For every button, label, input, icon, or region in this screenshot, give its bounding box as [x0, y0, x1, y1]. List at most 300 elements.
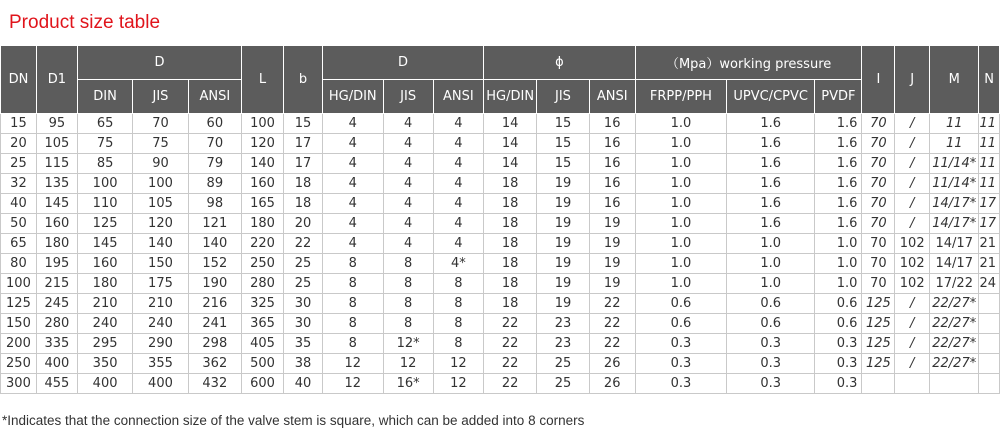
cell-wp-frpp: 0.6 — [635, 294, 726, 314]
header-bolt-jis: JIS — [383, 80, 433, 114]
cell-d-ansi: 432 — [188, 374, 241, 394]
header-phi-ansi: ANSI — [589, 80, 635, 114]
cell-i: 70 — [862, 174, 895, 194]
header-i: I — [862, 46, 895, 114]
cell-l: 325 — [241, 294, 283, 314]
cell-m: 11 — [930, 114, 979, 134]
cell-b: 17 — [284, 134, 323, 154]
header-bolt-ansi: ANSI — [433, 80, 483, 114]
header-b: b — [284, 46, 323, 114]
cell-phi-ansi: 16 — [589, 154, 635, 174]
header-m: M — [930, 46, 979, 114]
cell-m: 22/27* — [930, 354, 979, 374]
cell-i: 70 — [862, 214, 895, 234]
cell-wp-frpp: 0.3 — [635, 334, 726, 354]
cell-bolt-jis: 8 — [383, 314, 433, 334]
cell-dn: 100 — [1, 274, 37, 294]
cell-phi-ansi: 19 — [589, 234, 635, 254]
cell-d-din: 180 — [77, 274, 132, 294]
cell-l: 180 — [241, 214, 283, 234]
cell-d-din: 75 — [77, 134, 132, 154]
cell-b: 22 — [284, 234, 323, 254]
cell-d-ansi: 152 — [188, 254, 241, 274]
table-row — [1, 214, 1000, 234]
cell-j: / — [895, 154, 930, 174]
header-d-ansi: ANSI — [188, 80, 241, 114]
cell-d1: 280 — [36, 314, 77, 334]
cell-j: / — [895, 194, 930, 214]
cell-phi-hgdin: 14 — [484, 154, 537, 174]
cell-i: 125 — [862, 314, 895, 334]
cell-l: 405 — [241, 334, 283, 354]
cell-phi-ansi: 26 — [589, 354, 635, 374]
cell-l: 500 — [241, 354, 283, 374]
cell-l: 600 — [241, 374, 283, 394]
cell-d-din: 295 — [77, 334, 132, 354]
header-d-jis: JIS — [133, 80, 188, 114]
cell-wp-pvdf: 0.6 — [815, 314, 862, 334]
header-n: N — [979, 46, 1000, 114]
cell-d-ansi: 298 — [188, 334, 241, 354]
cell-phi-jis: 25 — [537, 374, 589, 394]
cell-bolt-ansi: 8 — [433, 334, 483, 354]
cell-n: 17 — [979, 194, 1000, 214]
cell-wp-frpp: 1.0 — [635, 154, 726, 174]
cell-dn: 20 — [1, 134, 37, 154]
cell-d-din: 85 — [77, 154, 132, 174]
cell-bolt-jis: 4 — [383, 194, 433, 214]
cell-b: 38 — [284, 354, 323, 374]
cell-dn: 32 — [1, 174, 37, 194]
cell-b: 15 — [284, 114, 323, 134]
cell-m: 17/22 — [930, 274, 979, 294]
cell-d-jis: 240 — [133, 314, 188, 334]
header-d-group: D — [77, 46, 241, 80]
cell-d-jis: 355 — [133, 354, 188, 374]
table-row — [1, 294, 1000, 314]
cell-j: / — [895, 174, 930, 194]
cell-wp-upvc: 1.6 — [727, 134, 815, 154]
cell-bolt-jis: 16* — [383, 374, 433, 394]
cell-i: 70 — [862, 154, 895, 174]
cell-phi-ansi: 19 — [589, 214, 635, 234]
cell-n — [979, 314, 1000, 334]
cell-b: 25 — [284, 274, 323, 294]
header-wp-pvdf: PVDF — [815, 80, 862, 114]
cell-b: 20 — [284, 214, 323, 234]
cell-bolt-jis: 4 — [383, 154, 433, 174]
cell-d-ansi: 121 — [188, 214, 241, 234]
header-l: L — [241, 46, 283, 114]
cell-d-jis: 400 — [133, 374, 188, 394]
cell-dn: 80 — [1, 254, 37, 274]
cell-n: 17 — [979, 214, 1000, 234]
cell-bolt-hgdin: 4 — [323, 154, 384, 174]
cell-i: 70 — [862, 254, 895, 274]
cell-i: 70 — [862, 194, 895, 214]
cell-bolt-hgdin: 4 — [323, 174, 384, 194]
cell-phi-hgdin: 18 — [484, 234, 537, 254]
header-phi-hgdin: HG/DIN — [484, 80, 537, 114]
cell-l: 160 — [241, 174, 283, 194]
table-body — [1, 114, 1000, 394]
cell-b: 40 — [284, 374, 323, 394]
table-row — [1, 314, 1000, 334]
cell-l: 140 — [241, 154, 283, 174]
cell-n: 11 — [979, 114, 1000, 134]
cell-bolt-hgdin: 8 — [323, 334, 384, 354]
cell-wp-upvc: 0.3 — [727, 354, 815, 374]
cell-l: 365 — [241, 314, 283, 334]
cell-phi-jis: 19 — [537, 294, 589, 314]
cell-wp-pvdf: 0.3 — [815, 354, 862, 374]
cell-wp-pvdf: 1.0 — [815, 234, 862, 254]
cell-j: / — [895, 314, 930, 334]
cell-d-din: 65 — [77, 114, 132, 134]
cell-d-ansi: 140 — [188, 234, 241, 254]
cell-d1: 95 — [36, 114, 77, 134]
cell-d-din: 240 — [77, 314, 132, 334]
cell-j: / — [895, 214, 930, 234]
cell-phi-hgdin: 18 — [484, 194, 537, 214]
cell-n: 24 — [979, 274, 1000, 294]
cell-phi-jis: 19 — [537, 274, 589, 294]
cell-phi-hgdin: 14 — [484, 134, 537, 154]
cell-b: 25 — [284, 254, 323, 274]
cell-b: 35 — [284, 334, 323, 354]
cell-bolt-ansi: 4* — [433, 254, 483, 274]
cell-phi-jis: 25 — [537, 354, 589, 374]
cell-m: 22/27* — [930, 334, 979, 354]
cell-phi-hgdin: 22 — [484, 374, 537, 394]
cell-wp-pvdf: 1.6 — [815, 134, 862, 154]
cell-i — [862, 374, 895, 394]
cell-phi-jis: 19 — [537, 254, 589, 274]
cell-m: 14/17 — [930, 234, 979, 254]
cell-phi-hgdin: 22 — [484, 354, 537, 374]
cell-b: 18 — [284, 194, 323, 214]
cell-j: 102 — [895, 254, 930, 274]
cell-bolt-ansi: 4 — [433, 194, 483, 214]
cell-bolt-hgdin: 4 — [323, 114, 384, 134]
cell-phi-jis: 19 — [537, 194, 589, 214]
cell-bolt-ansi: 4 — [433, 234, 483, 254]
cell-wp-frpp: 0.6 — [635, 314, 726, 334]
cell-i: 70 — [862, 274, 895, 294]
cell-d-jis: 90 — [133, 154, 188, 174]
cell-bolt-ansi: 8 — [433, 274, 483, 294]
cell-wp-upvc: 1.6 — [727, 174, 815, 194]
cell-phi-ansi: 22 — [589, 334, 635, 354]
cell-m: 14/17 — [930, 254, 979, 274]
cell-d-din: 125 — [77, 214, 132, 234]
cell-l: 250 — [241, 254, 283, 274]
table-row — [1, 274, 1000, 294]
cell-j: 102 — [895, 234, 930, 254]
cell-d-din: 210 — [77, 294, 132, 314]
cell-wp-pvdf: 0.3 — [815, 334, 862, 354]
cell-wp-pvdf: 0.6 — [815, 294, 862, 314]
cell-bolt-hgdin: 4 — [323, 194, 384, 214]
header-phi-jis: JIS — [537, 80, 589, 114]
cell-wp-frpp: 0.3 — [635, 354, 726, 374]
cell-m: 22/27* — [930, 314, 979, 334]
cell-dn: 300 — [1, 374, 37, 394]
cell-i: 125 — [862, 354, 895, 374]
cell-n: 21 — [979, 254, 1000, 274]
cell-d-ansi: 79 — [188, 154, 241, 174]
cell-i: 125 — [862, 294, 895, 314]
table-row — [1, 154, 1000, 174]
cell-dn: 125 — [1, 294, 37, 314]
cell-wp-upvc: 0.6 — [727, 294, 815, 314]
cell-wp-pvdf: 1.6 — [815, 114, 862, 134]
cell-d1: 455 — [36, 374, 77, 394]
cell-bolt-hgdin: 12 — [323, 374, 384, 394]
cell-wp-frpp: 1.0 — [635, 174, 726, 194]
cell-wp-frpp: 1.0 — [635, 194, 726, 214]
cell-n — [979, 354, 1000, 374]
cell-n: 21 — [979, 234, 1000, 254]
cell-bolt-jis: 8 — [383, 274, 433, 294]
cell-j: / — [895, 354, 930, 374]
cell-bolt-hgdin: 8 — [323, 254, 384, 274]
cell-phi-ansi: 16 — [589, 174, 635, 194]
header-d1: D1 — [36, 46, 77, 114]
cell-phi-hgdin: 18 — [484, 214, 537, 234]
cell-bolt-jis: 4 — [383, 114, 433, 134]
cell-l: 280 — [241, 274, 283, 294]
cell-bolt-hgdin: 12 — [323, 354, 384, 374]
cell-wp-pvdf: 1.0 — [815, 274, 862, 294]
cell-bolt-hgdin: 4 — [323, 234, 384, 254]
cell-d1: 400 — [36, 354, 77, 374]
cell-d1: 215 — [36, 274, 77, 294]
cell-phi-jis: 19 — [537, 234, 589, 254]
header-bolt-count-group: D — [323, 46, 484, 80]
cell-d-ansi: 60 — [188, 114, 241, 134]
cell-dn: 65 — [1, 234, 37, 254]
cell-j: 102 — [895, 274, 930, 294]
cell-n: 11 — [979, 134, 1000, 154]
cell-wp-upvc: 1.6 — [727, 194, 815, 214]
header-phi-group: ϕ — [484, 46, 636, 80]
cell-bolt-jis: 4 — [383, 174, 433, 194]
cell-d-jis: 75 — [133, 134, 188, 154]
cell-wp-frpp: 1.0 — [635, 214, 726, 234]
cell-l: 120 — [241, 134, 283, 154]
cell-phi-ansi: 16 — [589, 194, 635, 214]
cell-phi-ansi: 19 — [589, 274, 635, 294]
cell-d1: 105 — [36, 134, 77, 154]
cell-phi-ansi: 22 — [589, 314, 635, 334]
cell-wp-frpp: 1.0 — [635, 114, 726, 134]
cell-b: 18 — [284, 174, 323, 194]
cell-phi-jis: 19 — [537, 174, 589, 194]
cell-dn: 150 — [1, 314, 37, 334]
cell-b: 17 — [284, 154, 323, 174]
cell-bolt-ansi: 4 — [433, 214, 483, 234]
cell-m: 11 — [930, 134, 979, 154]
cell-dn: 25 — [1, 154, 37, 174]
cell-dn: 200 — [1, 334, 37, 354]
cell-bolt-jis: 4 — [383, 214, 433, 234]
cell-m: 11/14* — [930, 154, 979, 174]
cell-phi-ansi: 26 — [589, 374, 635, 394]
cell-i: 125 — [862, 334, 895, 354]
cell-dn: 40 — [1, 194, 37, 214]
header-wp-upvc: UPVC/CPVC — [727, 80, 815, 114]
cell-bolt-ansi: 4 — [433, 114, 483, 134]
cell-d-jis: 105 — [133, 194, 188, 214]
header-working-pressure-group: （Mpa）working pressure — [635, 46, 862, 80]
cell-d1: 180 — [36, 234, 77, 254]
cell-wp-upvc: 0.6 — [727, 314, 815, 334]
cell-phi-jis: 23 — [537, 314, 589, 334]
cell-d1: 195 — [36, 254, 77, 274]
cell-phi-ansi: 22 — [589, 294, 635, 314]
header-d-din: DIN — [77, 80, 132, 114]
cell-n — [979, 334, 1000, 354]
header-j: J — [895, 46, 930, 114]
cell-bolt-hgdin: 8 — [323, 294, 384, 314]
cell-bolt-jis: 12 — [383, 354, 433, 374]
cell-bolt-jis: 8 — [383, 294, 433, 314]
cell-i: 70 — [862, 114, 895, 134]
cell-phi-ansi: 16 — [589, 134, 635, 154]
table-row — [1, 234, 1000, 254]
table-row — [1, 254, 1000, 274]
cell-j: / — [895, 114, 930, 134]
cell-d1: 160 — [36, 214, 77, 234]
cell-wp-upvc: 0.3 — [727, 374, 815, 394]
cell-m — [930, 374, 979, 394]
cell-bolt-ansi: 12 — [433, 374, 483, 394]
cell-d-ansi: 216 — [188, 294, 241, 314]
cell-bolt-jis: 12* — [383, 334, 433, 354]
cell-d-jis: 210 — [133, 294, 188, 314]
cell-wp-frpp: 1.0 — [635, 254, 726, 274]
cell-bolt-jis: 4 — [383, 234, 433, 254]
cell-phi-jis: 23 — [537, 334, 589, 354]
cell-wp-upvc: 1.6 — [727, 214, 815, 234]
cell-bolt-hgdin: 4 — [323, 134, 384, 154]
cell-d-jis: 120 — [133, 214, 188, 234]
cell-phi-hgdin: 18 — [484, 294, 537, 314]
cell-wp-frpp: 1.0 — [635, 134, 726, 154]
cell-d-jis: 290 — [133, 334, 188, 354]
table-header — [1, 46, 1000, 114]
header-wp-frpp: FRPP/PPH — [635, 80, 726, 114]
cell-phi-jis: 19 — [537, 214, 589, 234]
cell-j: / — [895, 334, 930, 354]
cell-phi-jis: 15 — [537, 114, 589, 134]
cell-m: 14/17* — [930, 194, 979, 214]
cell-d-ansi: 89 — [188, 174, 241, 194]
cell-wp-upvc: 1.0 — [727, 234, 815, 254]
cell-phi-hgdin: 18 — [484, 174, 537, 194]
cell-phi-ansi: 16 — [589, 114, 635, 134]
cell-n: 11 — [979, 174, 1000, 194]
table-row — [1, 334, 1000, 354]
cell-l: 220 — [241, 234, 283, 254]
cell-d-ansi: 241 — [188, 314, 241, 334]
footnote: *Indicates that the connection size of the valve stem is square, which can be added into 8 corners — [2, 413, 585, 428]
cell-n — [979, 374, 1000, 394]
cell-bolt-jis: 4 — [383, 134, 433, 154]
cell-bolt-ansi: 8 — [433, 294, 483, 314]
cell-n: 11 — [979, 154, 1000, 174]
table-row — [1, 174, 1000, 194]
cell-d-ansi: 190 — [188, 274, 241, 294]
cell-wp-frpp: 1.0 — [635, 234, 726, 254]
cell-d-jis: 150 — [133, 254, 188, 274]
cell-phi-jis: 15 — [537, 154, 589, 174]
cell-d1: 245 — [36, 294, 77, 314]
cell-bolt-hgdin: 8 — [323, 274, 384, 294]
cell-phi-hgdin: 18 — [484, 254, 537, 274]
cell-bolt-ansi: 12 — [433, 354, 483, 374]
cell-j — [895, 374, 930, 394]
cell-phi-hgdin: 22 — [484, 334, 537, 354]
cell-d-jis: 140 — [133, 234, 188, 254]
cell-phi-ansi: 19 — [589, 254, 635, 274]
cell-bolt-ansi: 4 — [433, 154, 483, 174]
cell-wp-pvdf: 0.3 — [815, 374, 862, 394]
cell-wp-upvc: 1.6 — [727, 154, 815, 174]
cell-dn: 15 — [1, 114, 37, 134]
cell-wp-pvdf: 1.6 — [815, 174, 862, 194]
cell-d-ansi: 70 — [188, 134, 241, 154]
cell-wp-frpp: 1.0 — [635, 274, 726, 294]
cell-b: 30 — [284, 294, 323, 314]
cell-bolt-ansi: 4 — [433, 174, 483, 194]
cell-wp-upvc: 0.3 — [727, 334, 815, 354]
cell-m: 11/14* — [930, 174, 979, 194]
cell-dn: 50 — [1, 214, 37, 234]
cell-phi-hgdin: 14 — [484, 114, 537, 134]
cell-d-din: 100 — [77, 174, 132, 194]
cell-j: / — [895, 294, 930, 314]
cell-d-jis: 100 — [133, 174, 188, 194]
cell-m: 22/27* — [930, 294, 979, 314]
table-row — [1, 114, 1000, 134]
page-title: Product size table — [9, 12, 161, 33]
cell-d1: 145 — [36, 194, 77, 214]
cell-bolt-ansi: 8 — [433, 314, 483, 334]
cell-wp-pvdf: 1.6 — [815, 194, 862, 214]
cell-wp-upvc: 1.0 — [727, 274, 815, 294]
cell-l: 165 — [241, 194, 283, 214]
cell-d1: 135 — [36, 174, 77, 194]
cell-bolt-ansi: 4 — [433, 134, 483, 154]
table-row — [1, 354, 1000, 374]
cell-phi-hgdin: 18 — [484, 274, 537, 294]
table-row — [1, 194, 1000, 214]
cell-wp-upvc: 1.0 — [727, 254, 815, 274]
cell-bolt-hgdin: 8 — [323, 314, 384, 334]
table-row — [1, 134, 1000, 154]
cell-bolt-jis: 8 — [383, 254, 433, 274]
cell-d1: 115 — [36, 154, 77, 174]
table-row — [1, 374, 1000, 394]
cell-wp-frpp: 0.3 — [635, 374, 726, 394]
header-bolt-hgdin: HG/DIN — [323, 80, 384, 114]
cell-wp-pvdf: 1.0 — [815, 254, 862, 274]
cell-d-ansi: 98 — [188, 194, 241, 214]
cell-d-din: 160 — [77, 254, 132, 274]
cell-d-jis: 70 — [133, 114, 188, 134]
